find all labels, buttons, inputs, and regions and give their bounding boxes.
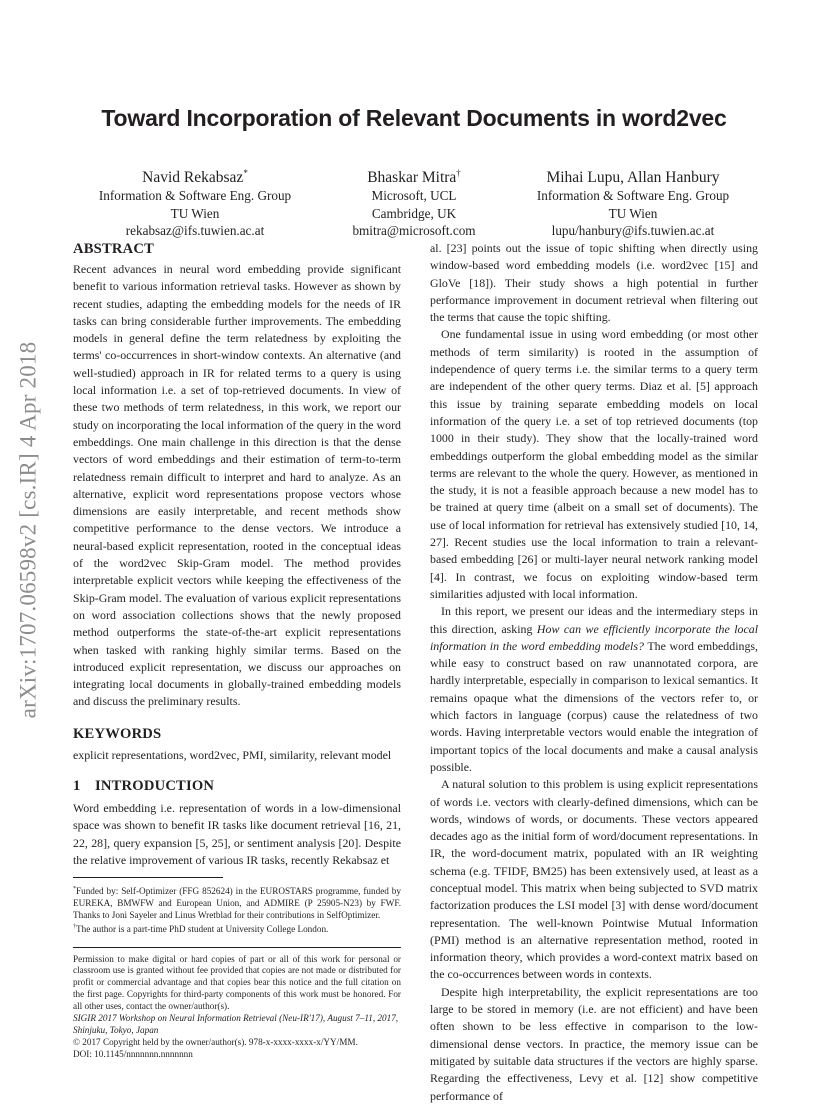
author-name: Mihai Lupu, Allan Hanbury — [546, 169, 720, 187]
intro-paragraph-4: A natural solution to this problem is using explicit representations of words i.e. vectors with clearly-defined dimensions, which can be words, windows of words, or documents. These vectors appeared decades ago as the initial form of word/document representations. In IR, the word-document matrix, populated with an IR weighting schema (e.g. TFIDF, BM25) has been extensively used, at least as a conceptual model. This matrix when being subjected to SVD matrix factorization produces the LSI model [3] with dense word/document representation. The well-known Pointwise Mutual Information (PMI) method is an alternative representation method, rooted in information theory, which provides a word-context matrix based on the co-occurrences between words in contexts. — [430, 777, 758, 982]
footnote-text: The author is a part-time PhD student at University College London. — [76, 923, 329, 934]
intro-paragraph-1-start: Word embedding i.e. representation of words in a low-dimensional space was shown to benefit IR tasks like document retrieval [16, 21, 22, 28], query expansion [5, 25], or sentiment analysis [20]. Despite the relative improvement of various IR tasks, recently Rekabsaz et — [73, 801, 401, 867]
author-email: lupu/hanbury@ifs.tuwien.ac.at — [551, 223, 715, 239]
section-title: INTRODUCTION — [95, 778, 215, 795]
author-email: rekabsaz@ifs.tuwien.ac.at — [125, 223, 265, 239]
author-block — [80, 164, 310, 240]
author-affiliation: Microsoft, UCL — [371, 188, 457, 204]
keywords-text: explicit representations, word2vec, PMI, similarity, relevant model — [73, 747, 392, 762]
intro-paragraph-5: Despite high interpretability, the explicit representations are too large to be stored in memory (i.e. are not efficient) and have been often shown to be less effective in comparison to the low-dimensional dense vectors. In practice, the memory issue can be mitigated by suitable data structures if the vectors are highly sparse. Regarding the effectiveness, Levy et al. [12] show competitive performance of — [430, 984, 758, 1103]
footnote-text: Funded by: Self-Optimizer (FFG 852624) in the EUROSTARS programme, funded by EUREKA, BMWFW and European Union, and ADMIRE (P 25905-N23) by FWF. Thanks to Joni Sayeler and Linus Wretblad for their contributions in SelfOptimizer. — [73, 886, 401, 920]
author-block — [518, 164, 748, 240]
author-footnote-mark: † — [456, 168, 461, 178]
section-heading — [73, 778, 401, 795]
research-question: How can we efficiently incorporate the local information in the word embedding models? — [430, 621, 758, 653]
keywords-heading: KEYWORDS — [73, 725, 162, 742]
footnote — [73, 922, 401, 936]
author-email: bmitra@microsoft.com — [352, 223, 476, 239]
doi-line: DOI: 10.1145/nnnnnnn.nnnnnnn — [73, 1048, 193, 1059]
section-number: 1 — [73, 778, 81, 795]
copyright-line: © 2017 Copyright held by the owner/author(s). 978-x-xxxx-xxxx-x/YY/MM. — [73, 1036, 358, 1047]
intro-paragraph-3: In this report, we present our ideas and the intermediary steps in this direction, asking How can we efficiently incorporate the local information in the word embedding models? The word embeddings, while easy to construct based on raw unannotated corpora, are hardly interpretable, especially in comparison to lexical semantics. It remains opaque what the dimensions of the vectors refer to, or which factors in language (corpus) cause the relatedness of two words. Having interpretable vectors would enable the integration of important topics of the local documents and make a causal analysis possible. — [430, 604, 758, 774]
venue-line: SIGIR 2017 Workshop on Neural Information Retrieval (Neu-IR'17), August 7–11, 2017, Shinjuku, Tokyo, Japan — [73, 1013, 399, 1035]
arxiv-identifier: arXiv:1707.06598v2 [cs.IR] 4 Apr 2018 — [15, 341, 41, 719]
author-name: Bhaskar Mitra — [367, 169, 457, 187]
author-institution: Cambridge, UK — [371, 205, 457, 221]
left-column — [73, 240, 401, 1061]
abstract-heading: ABSTRACT — [73, 241, 155, 257]
author-institution: TU Wien — [608, 205, 658, 221]
right-column — [430, 240, 758, 1105]
author-name: Navid Rekabsaz — [142, 169, 244, 187]
intro-paragraph-1-end: al. [23] points out the issue of topic shifting when directly using window-based word embedding models (i.e. word2vec [15] and GloVe [18]). Their study shows a high potential in further performance improvement in document retrieval when filtering out the terms that cause the topic shifting. — [430, 241, 758, 325]
abstract-text: Recent advances in neural word embedding provide significant benefit to various information retrieval tasks. However as shown by recent studies, adapting the embedding models for the needs of IR tasks can bring considerable further improvements. The embedding models in general define the term relatedness by exploiting the terms' co-occurrences in short-window contexts. An alternative (and well-studied) approach in IR for related terms to a query is using local information i.e. a set of top-retrieved documents. In view of these two methods of term relatedness, in this work, we report our study on incorporating the local information of the query in the word embeddings. One main challenge in this direction is that the dense vectors of word embeddings and their estimation of term-to-term relatedness remain difficult to interpret and hard to analyze. As an alternative, explicit word representations propose vectors whose dimensions are easily interpretable, and recent methods show competitive performance to the dense vectors. We introduce a neural-based explicit representation, rooted in the conceptual ideas of the word2vec Skip-Gram model. The method provides interpretable explicit vectors while keeping the effectiveness of the Skip-Gram model. The evaluation of various explicit representations on word association collections shows that the newly proposed method outperforms the state-of-the-art explicit representations when tasked with ranking highly similar terms. Based on the introduced explicit representation, we discuss our approaches on integrating local documents in globally-trained embedding models and discuss the preliminary results. — [73, 262, 401, 709]
author-affiliation: Information & Software Eng. Group — [536, 188, 730, 204]
footnote-rule — [73, 877, 223, 878]
footnotes — [73, 877, 401, 935]
intro-paragraph-2: One fundamental issue in using word embedding (or most other methods of term similarity) is rooted in the assumption of independence of query terms i.e. the similar terms to a query term are independent of the other query terms. Diaz et al. [5] approach this issue by training separate embedding models on local information of the query i.e. a set of top retrieved documents (top 1000 in their study). They show that the locally-trained word embeddings outperform the global embedding model as the similar terms are relevant to the whole the query. However, as mentioned in the study, it is not a feasible approach because a new model has to be trained at query time (albeit on a small set of documents). The use of local information for retrieval has extensively studied [10, 14, 27]. Recent studies use the local information to train a relevant-based embedding [26] or multi-layer neural network ranking model [4]. In contrast, we focus on exploiting window-based term similarities adjusted with local information. — [430, 327, 758, 601]
author-block — [330, 164, 498, 240]
footnote-mark: * — [73, 886, 76, 893]
author-affiliation: Information & Software Eng. Group — [98, 188, 292, 204]
permission-block — [73, 947, 401, 1061]
arxiv-stamp — [6, 300, 50, 760]
author-institution: TU Wien — [170, 205, 220, 221]
permission-notice: Permission to make digital or hard copies of part or all of this work for personal or classroom use is granted without fee provided that copies are not made or distributed for profit or commercial advantage and that copies bear this notice and the full citation on the first page. Copyrights for third-party components of this work must be honored. For all other uses, contact the owner/author(s). — [73, 953, 401, 1012]
author-footnote-mark: * — [243, 168, 248, 178]
paper-title: Toward Incorporation of Relevant Documents in word2vec — [101, 105, 727, 131]
footnote-mark: † — [73, 923, 76, 930]
footnote — [73, 884, 401, 921]
